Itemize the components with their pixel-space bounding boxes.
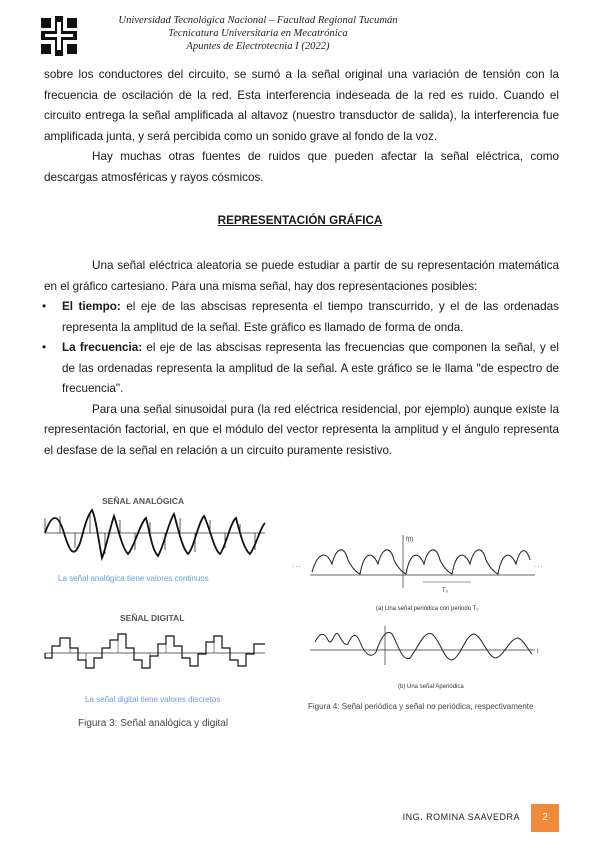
dots-left: . . . [292,563,301,569]
body-block-2 [44,256,559,461]
t-label: t [537,649,539,655]
dots-right: . . . [534,563,543,569]
t0-label: T₀ [442,588,449,594]
bullet-dot: • [42,300,47,313]
header-line-2: Tecnicatura Universitaria en Mecatrónica [168,28,348,39]
paragraph-representation: Una señal eléctrica aleatoria se puede estudiar a partir de su representación matemática en el gráfico cartesiano. Para una misma señal, hay dos representaciones posibles: [44,259,559,293]
bullet-frequency-text: el eje de las abscisas representa las frecuencias que componen la señal, y el de las ordenadas representa la amplitud de la señal. A este gráfico se le llama "de espectro de frecuencia". [62,341,559,395]
digital-title: SEÑAL DIGITAL [120,613,185,623]
header-line-1: Universidad Tecnológica Nacional – Facultad Regional Tucumán [118,15,398,26]
analog-title: SEÑAL ANALÓGICA [102,496,185,506]
section-title: REPRESENTACIÓN GRÁFICA [217,214,383,227]
utn-logo-icon [37,14,81,58]
paragraph-other-sources: Hay muchas otras fuentes de ruidos que pueden afectar la señal eléctrica, como descargas atmosféricas y rayos cósmicos. [44,150,559,184]
figure-4-caption: Figura 4: Señal periódica y señal no periódica, respectivamente [308,702,534,711]
bullet-dot: • [42,341,47,354]
digital-caption: La señal digital tiene valores discretos [85,695,221,704]
body-block-1 [44,65,559,188]
footer-author: ING. ROMINA SAAVEDRA [402,812,520,822]
bullet-time-text: el eje de las abscisas representa el tiempo transcurrido, y el de las ordenadas representa la amplitud de la señal. Este gráfico es llamado de forma de onda. [62,300,559,334]
figure-3-analog-digital [40,488,270,713]
bullet-frequency [44,338,559,400]
figure-4-periodic-aperiodic [290,530,555,700]
bullet-frequency-label: La frecuencia: [62,341,143,354]
analog-caption: La señal analógica tiene valores continuos [58,574,209,583]
paragraph-sinusoidal: Para una señal sinusoidal pura (la red eléctrica residencial, por ejemplo) aunque existe la representación factorial, en que el módulo del vector representa la amplitud y el ángulo representa el desfase de la señal en relación a un circuito puramente resistivo. [44,402,559,457]
bullet-time-label: El tiempo: [62,300,121,313]
header-line-3: Apuntes de Electrotecnia I (2022) [186,41,330,52]
paragraph-noise: sobre los conductores del circuito, se sumó a la señal original una variación de tensión con la frecuencia de oscilación de la red. Esta interferencia indeseada de la red es ruido. Cuando el circuito entrega la señal amplificada al altavoz (nuestro transductor de salida), la interferencia fue amplificada junta, y será percibida como un sonido grave al fondo de la voz. [44,68,559,143]
page-header [88,14,428,53]
figure-4a-caption: (a) Una señal periódica con periodo T₀ [376,606,479,612]
ft-label: f(t) [406,537,414,543]
figure-3-caption: Figura 3: Señal analógica y digital [78,718,229,729]
bullet-time [44,297,559,338]
page-number: 2 [531,804,559,832]
figure-4b-caption: (b) Una señal Aperiódica [398,684,464,690]
